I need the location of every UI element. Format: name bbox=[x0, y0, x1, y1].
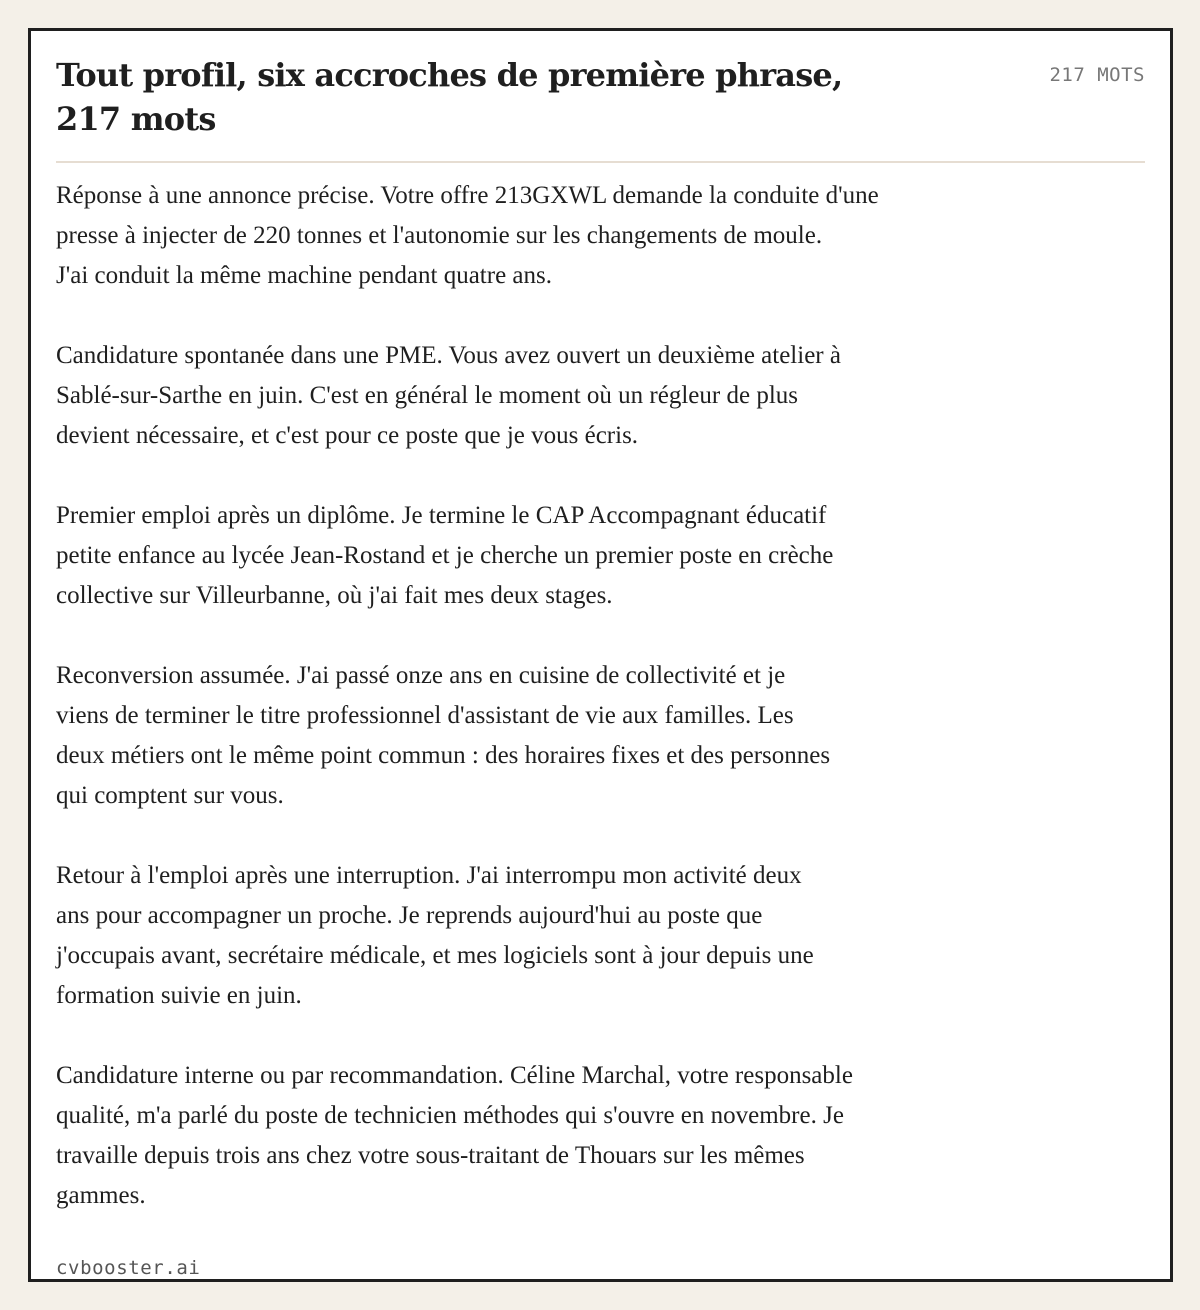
hook-line: J'ai conduit la même machine pendant quatre ans. bbox=[56, 262, 552, 289]
hook-line: travaille depuis trois ans chez votre sous-traitant de Thouars sur les mêmes bbox=[56, 1142, 805, 1169]
hook-line: Candidature interne ou par recommandation. Céline Marchal, votre responsable bbox=[56, 1062, 853, 1089]
hook-line: gammes. bbox=[56, 1182, 146, 1209]
card-header bbox=[56, 53, 1145, 163]
hook-line: Premier emploi après un diplôme. Je termine le CAP Accompagnant éducatif bbox=[56, 502, 827, 529]
hook-paragraph bbox=[56, 496, 1046, 616]
hook-line: Réponse à une annonce précise. Votre offre 213GXWL demande la conduite d'une bbox=[56, 182, 879, 209]
hook-line: Retour à l'emploi après une interruption. J'ai interrompu mon activité deux bbox=[56, 862, 802, 889]
card-title bbox=[56, 53, 936, 141]
hook-line: j'occupais avant, secrétaire médicale, et mes logiciels sont à jour depuis une bbox=[56, 942, 814, 969]
hook-line: Candidature spontanée dans une PME. Vous avez ouvert un deuxième atelier à bbox=[56, 342, 841, 369]
hook-line: Sablé-sur-Sarthe en juin. C'est en général le moment où un régleur de plus bbox=[56, 382, 798, 409]
hook-line: presse à injecter de 220 tonnes et l'autonomie sur les changements de moule. bbox=[56, 222, 823, 249]
hook-line: viens de terminer le titre professionnel d'assistant de vie aux familles. Les bbox=[56, 702, 794, 729]
hooks-card bbox=[28, 28, 1173, 1282]
hook-line: qualité, m'a parlé du poste de technicien méthodes qui s'ouvre en novembre. Je bbox=[56, 1102, 844, 1129]
word-count-badge: 217 MOTS bbox=[1049, 64, 1145, 86]
hook-paragraph bbox=[56, 336, 1046, 456]
hook-line: collective sur Villeurbanne, où j'ai fait mes deux stages. bbox=[56, 582, 613, 609]
hooks-list bbox=[56, 176, 1046, 1216]
hook-paragraph bbox=[56, 176, 1046, 296]
hook-line: qui comptent sur vous. bbox=[56, 782, 284, 809]
hook-line: Reconversion assumée. J'ai passé onze ans en cuisine de collectivité et je bbox=[56, 662, 786, 689]
hook-line: ans pour accompagner un proche. Je reprends aujourd'hui au poste que bbox=[56, 902, 763, 929]
hook-paragraph bbox=[56, 1056, 1046, 1216]
hook-line: deux métiers ont le même point commun : des horaires fixes et des personnes bbox=[56, 742, 831, 769]
hook-paragraph bbox=[56, 856, 1046, 1016]
card-title-line-1: Tout profil, six accroches de première phrase, bbox=[56, 56, 843, 94]
hook-paragraph bbox=[56, 656, 1046, 816]
hook-line: formation suivie en juin. bbox=[56, 982, 302, 1009]
brand-footer: cvbooster.ai bbox=[56, 1257, 201, 1279]
hook-line: petite enfance au lycée Jean-Rostand et je cherche un premier poste en crèche bbox=[56, 542, 834, 569]
hook-line: devient nécessaire, et c'est pour ce poste que je vous écris. bbox=[56, 422, 639, 449]
card-title-line-2: 217 mots bbox=[56, 100, 216, 138]
